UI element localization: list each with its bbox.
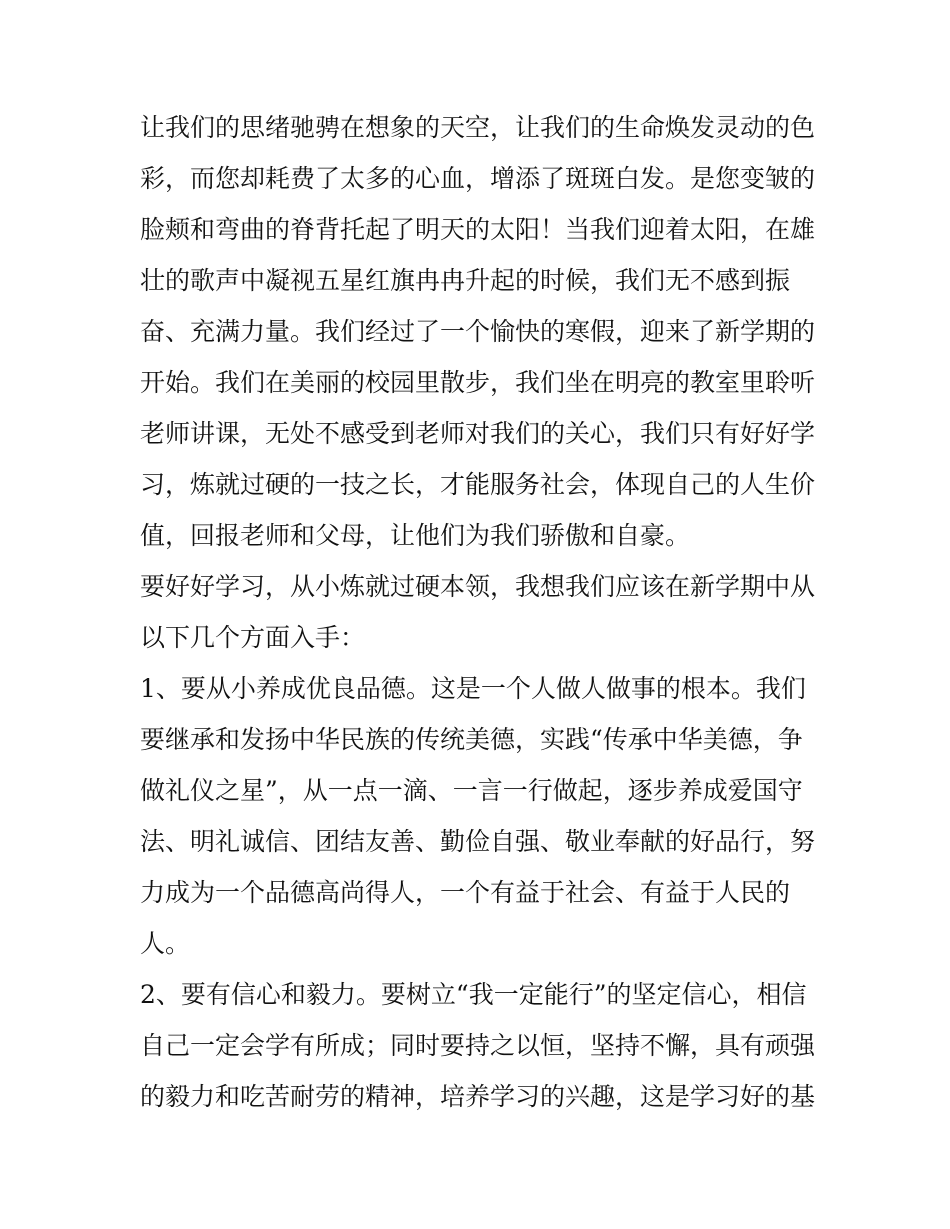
- text-line: 要好好学习，从小炼就过硬本领，我想我们应该在新学期中从: [140, 572, 816, 601]
- text-line: 脸颊和弯曲的脊背托起了明天的太阳！当我们迎着太阳，在雄: [140, 215, 816, 244]
- text-line: 老师讲课，无处不感受到老师对我们的关心，我们只有好好学: [140, 419, 816, 448]
- text-line: 开始。我们在美丽的校园里散步，我们坐在明亮的教室里聆听: [140, 368, 816, 397]
- text-line: 以下几个方面入手：: [140, 623, 366, 652]
- text-line: 要继承和发扬中华民族的传统美德，实践“传承中华美德，争: [140, 725, 803, 754]
- text-line: 彩，而您却耗费了太多的心血，增添了斑斑白发。是您变皱的: [140, 164, 816, 193]
- text-line: 自己一定会学有所成；同时要持之以恒，坚持不懈，具有顽强: [140, 1031, 816, 1060]
- text-line: 的毅力和吃苦耐劳的精神，培养学习的兴趣，这是学习好的基: [140, 1082, 816, 1111]
- text-line: 值，回报老师和父母，让他们为我们骄傲和自豪。: [140, 521, 691, 550]
- text-line: 做礼仪之星”，从一点一滴、一言一行做起，逐步养成爱国守: [140, 776, 803, 805]
- text-line: 1、要从小养成优良品德。这是一个人做人做事的根本。我们: [140, 674, 806, 703]
- text-line: 人。: [140, 929, 191, 958]
- text-line: 让我们的思绪驰骋在想象的天空，让我们的生命焕发灵动的色: [140, 113, 816, 142]
- text-line: 法、明礼诚信、团结友善、勤俭自强、敬业奉献的好品行，努: [140, 827, 816, 856]
- text-line: 习，炼就过硬的一技之长，才能服务社会，体现自己的人生价: [140, 470, 816, 499]
- text-line: 2、要有信心和毅力。要树立“我一定能行”的坚定信心，相信: [140, 980, 807, 1009]
- text-line: 壮的歌声中凝视五星红旗冉冉升起的时候，我们无不感到振: [140, 266, 791, 295]
- text-line: 力成为一个品德高尚得人，一个有益于社会、有益于人民的: [140, 878, 791, 907]
- text-line: 奋、充满力量。我们经过了一个愉快的寒假，迎来了新学期的: [140, 317, 816, 346]
